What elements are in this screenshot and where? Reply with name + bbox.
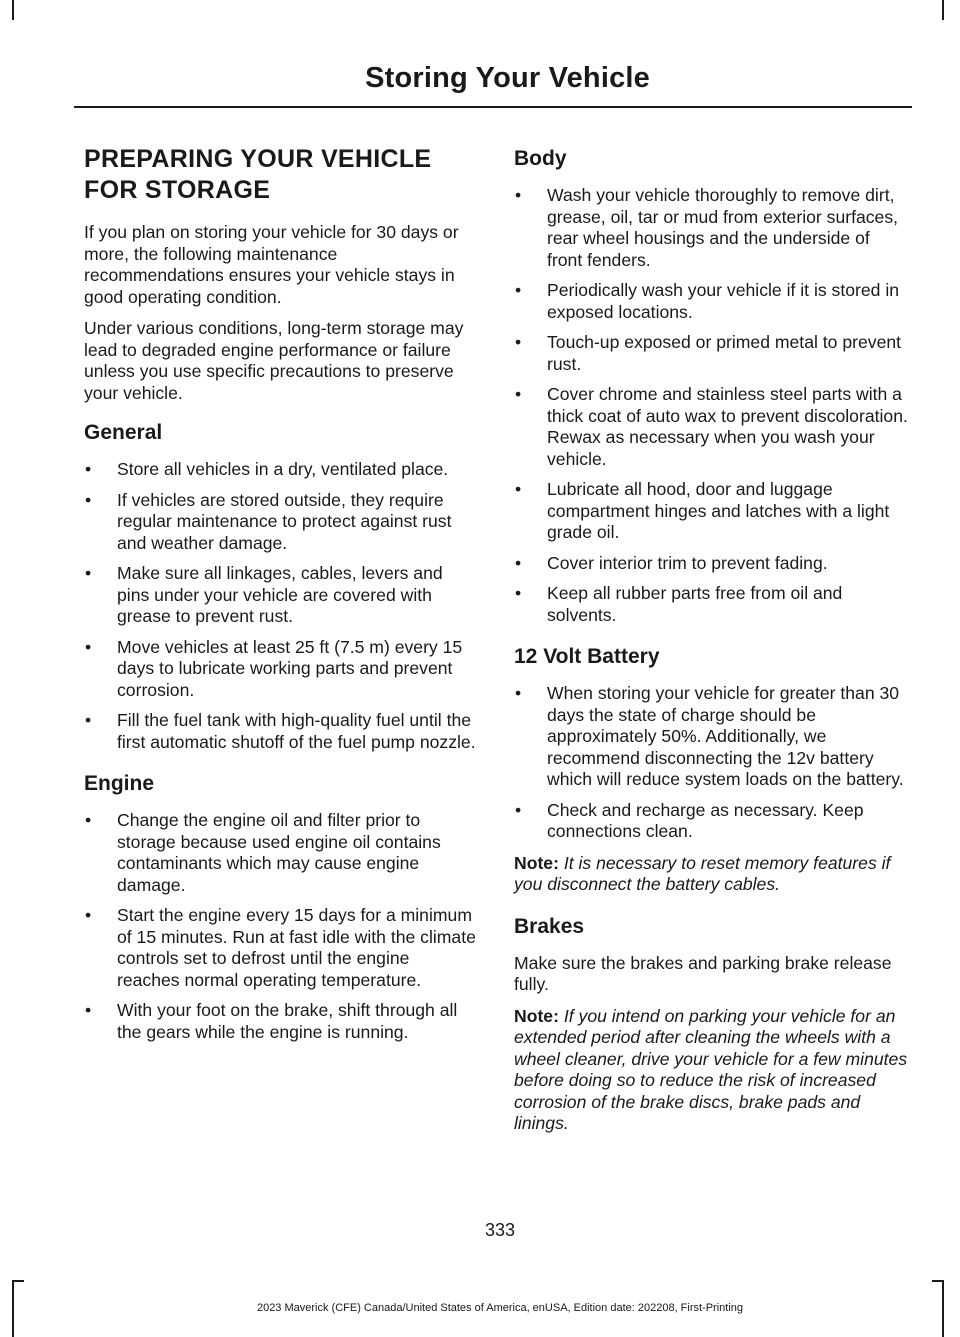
list-item-text: Start the engine every 15 days for a minimum of 15 minutes. Run at fast idle with the climate controls set to defrost until the engine reaches normal operating temperature. xyxy=(117,905,476,990)
body-list xyxy=(514,185,908,626)
engine-heading: Engine xyxy=(84,772,155,795)
list-item xyxy=(514,479,908,544)
list-item xyxy=(514,185,908,271)
list-item xyxy=(514,280,908,323)
battery-heading: 12 Volt Battery xyxy=(514,645,660,668)
list-item-text: Lubricate all hood, door and luggage compartment hinges and latches with a light grade oil. xyxy=(547,479,890,542)
list-item-text: Cover chrome and stainless steel parts with a thick coat of auto wax to prevent discoloration. Rewax as necessary when you wash your vehicle. xyxy=(547,384,908,469)
brakes-paragraph: Make sure the brakes and parking brake release fully. xyxy=(514,952,892,994)
bullet: • xyxy=(515,185,522,205)
section-heading-line1: PREPARING YOUR VEHICLE xyxy=(84,145,432,173)
list-item xyxy=(514,800,908,843)
list-item xyxy=(84,810,476,896)
list-item xyxy=(84,637,476,702)
list-item xyxy=(514,683,908,791)
list-item-text: Make sure all linkages, cables, levers and pins under your vehicle are covered with grease to prevent rust. xyxy=(117,563,443,626)
list-item-text: Fill the fuel tank with high-quality fuel until the first automatic shutoff of the fuel pump nozzle. xyxy=(117,710,476,752)
bullet: • xyxy=(85,710,92,730)
bullet: • xyxy=(515,583,522,603)
list-item-text: Keep all rubber parts free from oil and solvents. xyxy=(547,583,843,625)
page-number: 333 xyxy=(484,1220,516,1240)
list-item-text: With your foot on the brake, shift through all the gears while the engine is running. xyxy=(117,1000,458,1042)
list-item xyxy=(514,384,908,470)
list-item-text: Touch-up exposed or primed metal to prevent rust. xyxy=(547,332,902,374)
bullet: • xyxy=(515,332,522,352)
engine-list xyxy=(84,810,476,1043)
bullet: • xyxy=(515,384,522,404)
crop-mark-top-right xyxy=(942,0,944,20)
list-item-text: Wash your vehicle thoroughly to remove dirt, grease, oil, tar or mud from exterior surfaces, rear wheel housings and the underside of front fenders. xyxy=(547,185,899,270)
list-item xyxy=(514,553,908,575)
left-column xyxy=(84,140,476,1061)
bullet: • xyxy=(515,683,522,703)
battery-note xyxy=(514,853,908,896)
list-item xyxy=(514,332,908,375)
crop-mark-bottom-left-h xyxy=(12,1280,24,1282)
header-divider xyxy=(74,106,912,108)
list-item-text: If vehicles are stored outside, they require regular maintenance to protect against rust and weather damage. xyxy=(117,489,452,553)
bullet: • xyxy=(85,905,92,925)
list-item-text: Cover interior trim to prevent fading. xyxy=(547,552,828,573)
body-heading: Body xyxy=(514,147,567,170)
list-item xyxy=(84,905,476,991)
bullet: • xyxy=(515,479,522,499)
list-item xyxy=(514,583,908,626)
bullet: • xyxy=(85,563,92,583)
battery-list xyxy=(514,683,908,843)
list-item-text: When storing your vehicle for greater than 30 days the state of charge should be approximately 50%. Additionally, we recommend disconnecting the 12v battery which will reduce system loads on the battery. xyxy=(547,683,904,789)
intro-paragraph-2: Under various conditions, long-term storage may lead to degraded engine performance or failure unless you use specific precautions to preserve your vehicle. xyxy=(84,318,464,403)
bullet: • xyxy=(85,489,92,510)
list-item xyxy=(84,459,476,481)
section-heading xyxy=(84,144,476,206)
right-column xyxy=(514,140,908,1145)
bullet: • xyxy=(515,280,522,300)
bullet: • xyxy=(85,636,92,657)
crop-mark-bottom-right-h xyxy=(932,1280,944,1282)
bullet: • xyxy=(85,810,92,830)
list-item-text: Check and recharge as necessary. Keep connections clean. xyxy=(547,799,864,841)
list-item xyxy=(84,490,476,555)
list-item-text: Periodically wash your vehicle if it is stored in exposed locations. xyxy=(547,280,900,322)
brakes-heading: Brakes xyxy=(514,914,585,938)
footer-edition: 2023 Maverick (CFE) Canada/United States of America, enUSA, Edition date: 202208, First-Printing xyxy=(256,1302,744,1314)
general-heading: General xyxy=(84,421,163,444)
list-item-text: Store all vehicles in a dry, ventilated place. xyxy=(117,459,449,479)
list-item xyxy=(84,1000,476,1043)
crop-mark-top-left xyxy=(12,0,14,20)
note-text: If you intend on parking your vehicle for an extended period after cleaning the wheels with a wheel cleaner, drive your vehicle for a few minutes before doing so to reduce the risk of increased corrosion of the brake discs, brake pads and linings. xyxy=(514,1005,908,1133)
general-list xyxy=(84,459,476,753)
page-title: Storing Your Vehicle xyxy=(365,62,650,94)
list-item xyxy=(84,563,476,628)
brakes-note xyxy=(514,1006,908,1135)
bullet: • xyxy=(85,459,92,479)
bullet: • xyxy=(85,1000,92,1020)
section-heading-line2: FOR STORAGE xyxy=(84,176,271,204)
bullet: • xyxy=(515,552,522,573)
list-item xyxy=(84,710,476,753)
note-label: Note: xyxy=(514,1005,559,1026)
note-text: It is necessary to reset memory features if you disconnect the battery cables. xyxy=(514,852,891,894)
list-item-text: Change the engine oil and filter prior to storage because used engine oil contains contaminants which may cause engine damage. xyxy=(117,810,441,895)
list-item-text: Move vehicles at least 25 ft (7.5 m) every 15 days to lubricate working parts and prevent corrosion. xyxy=(117,636,463,700)
bullet: • xyxy=(515,799,522,820)
note-label: Note: xyxy=(514,852,559,873)
intro-paragraph-1: If you plan on storing your vehicle for 30 days or more, the following maintenance recommendations ensures your vehicle stays in good operating condition. xyxy=(84,222,459,307)
